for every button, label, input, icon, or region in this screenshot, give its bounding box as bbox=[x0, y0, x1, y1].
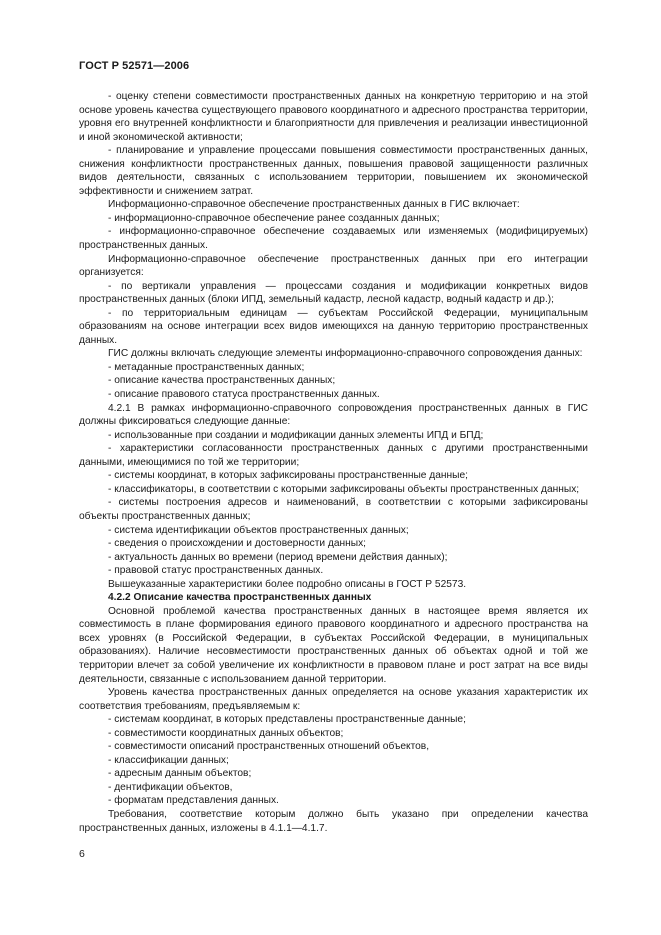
paragraph: - метаданные пространственных данных; bbox=[108, 361, 305, 373]
paragraph: - совместимости описаний пространственных отношений объектов, bbox=[108, 741, 430, 753]
paragraph: - описание правового статуса пространственных данных. bbox=[108, 389, 380, 401]
paragraph: Требования, соответствие которым должно быть указано при определении качества пространственных данных, изложены в 4.1.1—4.1.7. bbox=[79, 808, 588, 834]
page-number: 6 bbox=[79, 848, 85, 860]
paragraph: - правовой статус пространственных данных. bbox=[108, 565, 324, 577]
paragraph: - классификации данных; bbox=[108, 754, 229, 766]
paragraph: - дентификации объектов, bbox=[108, 781, 233, 793]
paragraph: - классификаторы, в соответствии с которыми зафиксированы объекты пространственных данных; bbox=[108, 483, 580, 495]
paragraph: - описание качества пространственных данных; bbox=[108, 375, 336, 387]
paragraph: - планирование и управление процессами повышения совместимости пространственных данных, снижения конфликтности пространственных данных, повышения правовой защищенности различных видов деятельности, связанных с использованием территории, повышением их экономической эффективности и снижением затрат. bbox=[79, 145, 588, 197]
document-header: ГОСТ Р 52571—2006 bbox=[79, 60, 190, 72]
paragraph: - системы координат, в которых зафиксированы пространственные данные; bbox=[108, 470, 468, 482]
document-body bbox=[79, 90, 588, 835]
paragraph: - совместимости координатных данных объектов; bbox=[108, 727, 344, 739]
paragraph: 4.2.1 В рамках информационно-справочного сопровождения пространственных данных в ГИС должны фиксироваться следующие данные: bbox=[79, 402, 588, 428]
paragraph: - оценку степени совместимости пространственных данных на конкретную территорию и на этой основе уровень качества существующего правового координатного и адресного пространства территории, уровня его внутренней конфликтности и благоприятности для привлечения и реализации инвестиционной и иной экономической активности; bbox=[79, 91, 588, 143]
paragraph: - система идентификации объектов пространственных данных; bbox=[108, 524, 409, 536]
paragraph: - по территориальным единицам — субъектам Российской Федерации, муниципальным образованиям на основе интеграции всех видов имеющихся на данную территорию пространственных данных. bbox=[79, 307, 588, 346]
paragraph: Вышеуказанные характеристики более подробно описаны в ГОСТ Р 52573. bbox=[108, 578, 467, 590]
paragraph: - форматам представления данных. bbox=[108, 795, 279, 807]
section-heading: 4.2.2 Описание качества пространственных данных bbox=[108, 592, 372, 604]
paragraph: - характеристики согласованности пространственных данных с другими пространственными данными, имеющимися по той же территории; bbox=[79, 443, 588, 468]
paragraph: - системам координат, в которых представлены пространственные данные; bbox=[108, 714, 466, 726]
paragraph: Информационно-справочное обеспечение пространственных данных в ГИС включает: bbox=[108, 199, 520, 211]
paragraph: - по вертикали управления — процессами создания и модификации конкретных видов пространственных данных (блоки ИПД, земельный кадастр, лесной кадастр, водный кадастр и др.); bbox=[79, 280, 588, 306]
paragraph: - информационно-справочное обеспечение ранее созданных данных; bbox=[108, 212, 440, 224]
paragraph: - использованные при создании и модификации данных элементы ИПД и БПД; bbox=[108, 429, 484, 441]
paragraph: - адресным данным объектов; bbox=[108, 768, 252, 780]
paragraph: Основной проблемой качества пространственных данных в настоящее время является их совместимость в плане формирования единого правового координатного и адресного пространства на всех уровнях (в Российской Федерации, в субъектах Российской Федерации, в муниципальных образованиях). Наличие несовместимости пространственных данных об объектах одной и той же территории влечет за собой увеличение их конфликтности в правовом плане и рост затрат на все виды деятельности, связанные с использованием данной территории. bbox=[79, 605, 588, 685]
paragraph: - системы построения адресов и наименований, в соответствии с которыми зафиксированы объекты пространственных данных; bbox=[79, 497, 588, 522]
paragraph: ГИС должны включать следующие элементы информационно-справочного сопровождения данных: bbox=[108, 348, 583, 360]
paragraph: Информационно-справочное обеспечение пространственных данных при его интеграции организуется: bbox=[79, 253, 588, 279]
paragraph: - информационно-справочное обеспечение создаваемых или изменяемых (модифицируемых) пространственных данных. bbox=[79, 226, 588, 252]
paragraph: Уровень качества пространственных данных определяется на основе указания характеристик их соответствия требованиям, предъявляемым к: bbox=[79, 687, 588, 712]
paragraph: - актуальность данных во времени (период времени действия данных); bbox=[108, 551, 448, 563]
paragraph: - сведения о происхождении и достоверности данных; bbox=[108, 538, 367, 550]
